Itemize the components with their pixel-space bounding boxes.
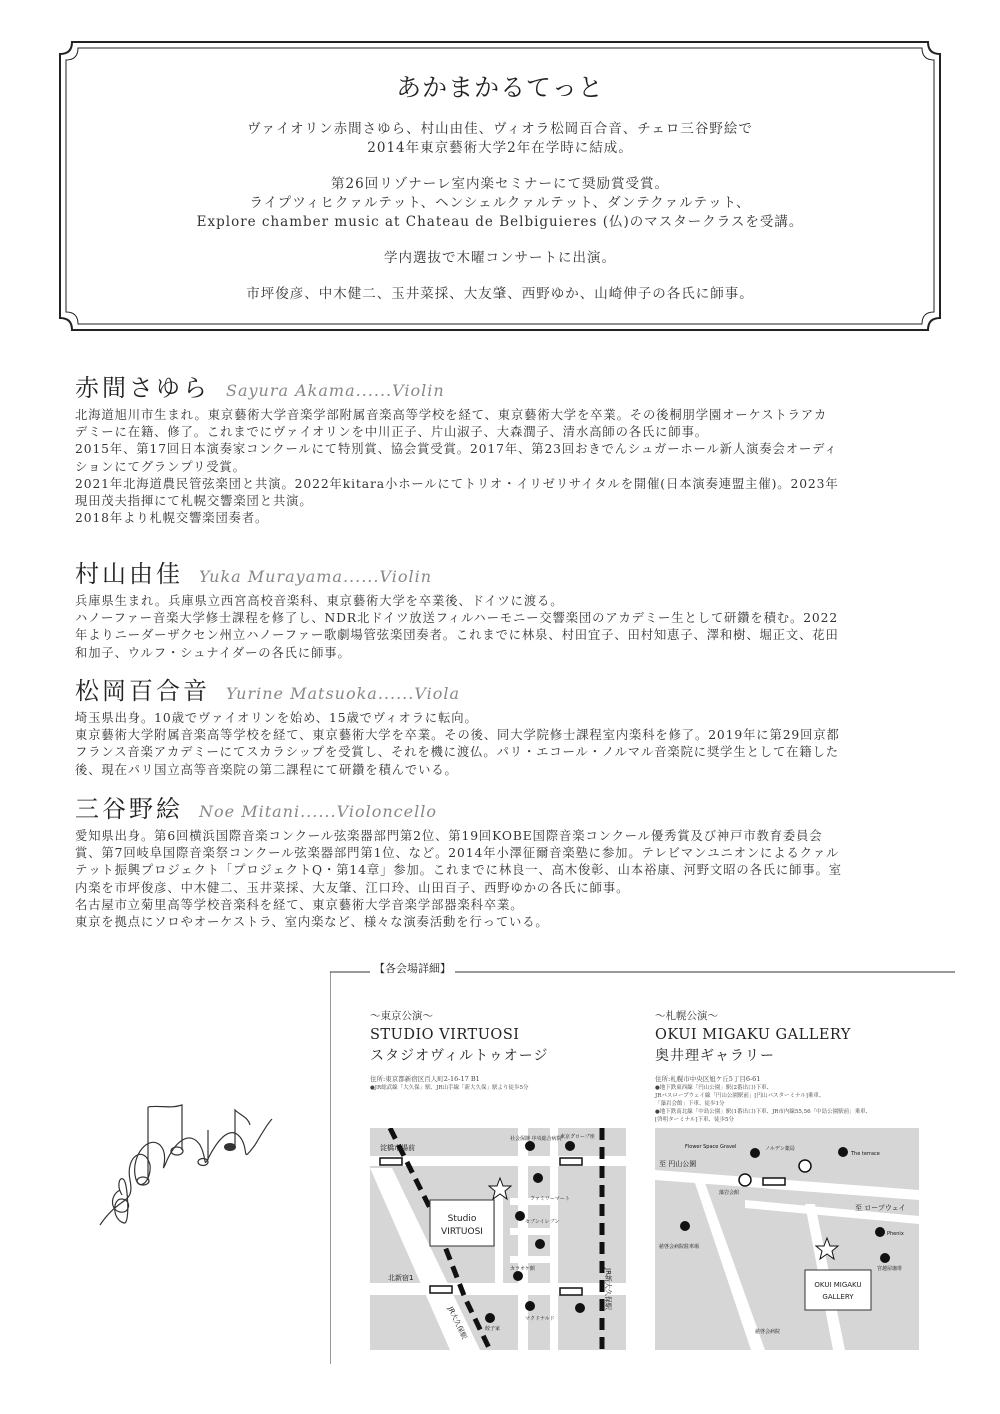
bio-line: 埼玉県出身。10歳でヴァイオリンを始め、15歳でヴィオラに転向。 (75, 711, 478, 725)
intro-paragraph (58, 120, 942, 158)
map-venue-label: Studio (447, 1214, 477, 1224)
intro-line: 市坪俊彦、中木健二、玉井菜採、大友肇、西野ゆか、山崎伸子の各氏に師事。 (246, 286, 754, 302)
member-name-jp: 松岡百合音 (75, 677, 210, 705)
map-tokyo (370, 1128, 626, 1350)
bio-line: 現田茂夫指揮にて札幌交響楽団と共演。 (75, 494, 313, 509)
tokyo-map-graphic (370, 1128, 626, 1350)
intro-line: 第26回リゾナーレ室内楽セミナーにて奨励賞受賞。 (331, 176, 669, 192)
member-mitani (75, 793, 923, 931)
intro-line: ライプツィヒクァルテット、ヘンシェルクァルテット、ダンテクァルテット、 (249, 195, 751, 211)
bio-line: 賞、第7回岐阜国際音楽祭コンクール弦楽器部門第1位、など。2014年小澤征爾音楽塾に参加。テレビマンユニオンによるクァル (75, 846, 840, 861)
bio-line: 北海道旭川市生まれ。東京藝術大学音楽学部附属音楽高等学校を経て、東京藝術大学を卒業。その後桐朋学園オーケストラアカ (75, 408, 828, 422)
map-venue-label: GALLERY (822, 1293, 854, 1301)
map-label: 社会保険 中央総合病院 (510, 1136, 562, 1142)
bio-line: 和加子、ウルフ・シュナイダーの各氏に師事。 (75, 645, 351, 660)
member-name-en: Yuka Murayama......Violin (199, 567, 433, 586)
bio-line: 東京を拠点にソロやオーケストラ、室内楽など、様々な演奏活動を行っている。 (75, 915, 549, 930)
member-name-en: Noe Mitani......Violoncello (199, 802, 437, 821)
bio-line: 内楽を市坪俊彦、中木健二、玉井菜採、大友肇、江口玲、山田百子、西野ゆかの各氏に師事。 (75, 880, 630, 895)
map-label: カラオケ館 (510, 1266, 535, 1272)
music-notes-illustration (90, 1085, 280, 1239)
bio-line: フランス音楽アカデミーにてスカラシップを受賞し、それを機に渡仏。パリ・エコール・ノルマル音楽院に奨学生として在籍した (75, 745, 839, 760)
member-akama (75, 372, 923, 527)
access-line: ●地下鉄南北線「中島公園」駅(1番出口)下車、JR市内線55,56「中島公園駅前」乗車、 (655, 1109, 872, 1115)
bio-line: デミーに在籍、修了。これまでにヴァイオリンを中川正子、片山淑子、大森潤子、清水高師の各氏に師事。 (75, 425, 708, 440)
intro-line: 2014年東京藝術大学2年在学時に結成。 (367, 140, 633, 156)
intro-frame (58, 40, 942, 332)
venue-name-en: OKUI MIGAKU GALLERY (655, 1027, 851, 1043)
bio-line: 年よりニーダーザクセン州立ハノーファー歌劇場管弦楽団奏者。これまでに林泉、村田宜子、田村知恵子、澤和樹、堀正文、花田 (75, 628, 839, 643)
map-label: 慈啓会病院 (755, 1329, 781, 1335)
bio-line: 東京藝術大学附属音楽高等学校を経て、東京藝術大学を卒業。その後、同大学院修士課程室内楽科を修了。2019年に第29回京都 (75, 728, 840, 743)
intro-paragraph (58, 175, 942, 232)
bio-line: 2015年、第17回日本演奏家コンクールにて特別賞、協会賞受賞。2017年、第23回おきでんシュガーホール新人演奏会オーディ (75, 442, 838, 457)
member-heading (75, 793, 923, 828)
group-intro (58, 120, 942, 321)
bio-line: ションにてグランプリ受賞。 (75, 459, 246, 474)
map-label: The terrace (851, 1151, 880, 1157)
venue-name-en: STUDIO VIRTUOSI (370, 1027, 520, 1043)
venue-sapporo (655, 1008, 925, 1124)
map-label: JR新大久保駅 (604, 1268, 612, 1310)
venue-access (655, 1084, 925, 1124)
map-venue-label: VIRTUOSI (441, 1227, 483, 1237)
bio-line: 後、現在パリ国立高等音楽院の第二課程にて研鑽を積んでいる。 (75, 762, 458, 777)
member-heading (75, 372, 923, 407)
member-matsuoka (75, 675, 923, 779)
intro-paragraph (58, 285, 942, 304)
bio-line: テット振興プロジェクト「プロジェクトQ・第14章」参加。これまでに林良一、高木俊彰、山本裕康、河野文昭の各氏に師事。室 (75, 863, 842, 878)
venue-pre: 〜東京公演〜 (370, 1010, 433, 1022)
music-notes-icon (90, 1085, 280, 1235)
map-label: 宮越屋珈琲 (877, 1266, 903, 1272)
map-label: JR大久保駅 (446, 1305, 469, 1341)
map-label: マクドナルド (525, 1316, 555, 1322)
member-name-en: Sayura Akama......Violin (226, 381, 445, 400)
member-bio (75, 407, 923, 527)
intro-line: 学内選抜で木曜コンサートに出演。 (384, 250, 616, 266)
map-label: 慈啓会病院駐車場 (659, 1244, 700, 1250)
map-label: 至 ロープウェイ (855, 1204, 906, 1212)
map-label: ノルデン薬局 (765, 1146, 795, 1152)
access-line: JRバスロープウェイ線「円山公園駅前」[円山バスターミナル]乗車、 (655, 1093, 825, 1099)
map-label: Flower Space Gravel (685, 1144, 737, 1150)
map-label: 東京グローブ座 (560, 1134, 595, 1140)
bio-line: 名古屋市立菊里高等学校音楽科を経て、東京藝術大学音楽学部器楽科卒業。 (75, 897, 524, 912)
map-label: 至 円山公園 (659, 1160, 697, 1168)
venue-address: 住所:札幌市中央区旭ケ丘5丁目6-61 (655, 1075, 761, 1083)
venue-tokyo (370, 1008, 640, 1092)
intro-line: ヴァイオリン赤間さゆら、村山由佳、ヴィオラ松岡百合音、チェロ三谷野絵で (247, 121, 753, 137)
map-label: 淀橋市場前 (380, 1144, 415, 1152)
member-name-jp: 村山由佳 (75, 560, 183, 588)
sapporo-map-graphic (655, 1128, 919, 1350)
member-name-jp: 赤間さゆら (75, 374, 210, 402)
map-label: 餃子家 (485, 1326, 501, 1332)
bio-line: ハノーファー音楽大学修士課程を修了し、NDR北ドイツ放送フィルハーモニー交響楽団のアカデミー生として研鑽を積む。2022 (75, 611, 839, 626)
venue-details (330, 962, 955, 1368)
venue-address: 住所:東京都新宿区百人町2-16-17 B1 (370, 1075, 480, 1083)
access-line: ●地下鉄東西線「円山公園」駅(2番出口)下車、 (655, 1085, 773, 1091)
map-venue-label: OKUI MIGAKU (814, 1281, 862, 1289)
member-name-en: Yurine Matsuoka......Viola (226, 684, 461, 703)
venue-heading: 【各会場詳細】 (370, 960, 455, 976)
venue-access: ●JR総武線「大久保」駅、JR山手線「新大久保」駅より徒歩5分 (370, 1085, 529, 1091)
member-name-jp: 三谷野絵 (75, 795, 183, 823)
map-sapporo (655, 1128, 919, 1350)
access-line: [啓明ターミナル]下車、徒歩5分 (655, 1117, 735, 1123)
venue-pre: 〜札幌公演〜 (655, 1010, 718, 1022)
map-label: ファミリーマート (530, 1196, 570, 1202)
member-heading (75, 675, 923, 710)
bio-line: 2018年より札幌交響楽団奏者。 (75, 511, 269, 526)
member-bio (75, 593, 923, 662)
intro-line: Explore chamber music at Chateau de Belbiguieres (仏)のマスタークラスを受講。 (196, 214, 804, 230)
map-label: 藻岩会館 (719, 1190, 740, 1196)
bio-line: 2021年北海道農民管弦楽団と共演。2022年kitara小ホールにてトリオ・イリゼリサイタルを開催(日本演奏連盟主催)。2023年 (75, 476, 839, 491)
bio-line: 愛知県出身。第6回横浜国際音楽コンクール弦楽器部門第2位、第19回KOBE国際音楽コンクール優秀賞及び神戸市教育委員会 (75, 829, 823, 843)
venue-name-jp: スタジオヴィルトゥオージ (370, 1048, 549, 1064)
member-murayama (75, 558, 923, 662)
access-line: 「藻岩会館」下車、徒歩1分 (655, 1101, 725, 1107)
bio-line: 兵庫県生まれ。兵庫県立西宮高校音楽科、東京藝術大学を卒業後、ドイツに渡る。 (75, 594, 564, 608)
member-bio (75, 710, 923, 779)
member-heading (75, 558, 923, 593)
intro-paragraph (58, 249, 942, 268)
group-title: あかまかるてっと (396, 73, 604, 102)
member-bio (75, 828, 923, 931)
map-label: 北新宿1 (388, 1274, 414, 1282)
map-label: Phenix (887, 1231, 904, 1237)
venue-name-jp: 奥井理ギャラリー (655, 1048, 775, 1064)
map-label: セブンイレブン (525, 1219, 560, 1225)
